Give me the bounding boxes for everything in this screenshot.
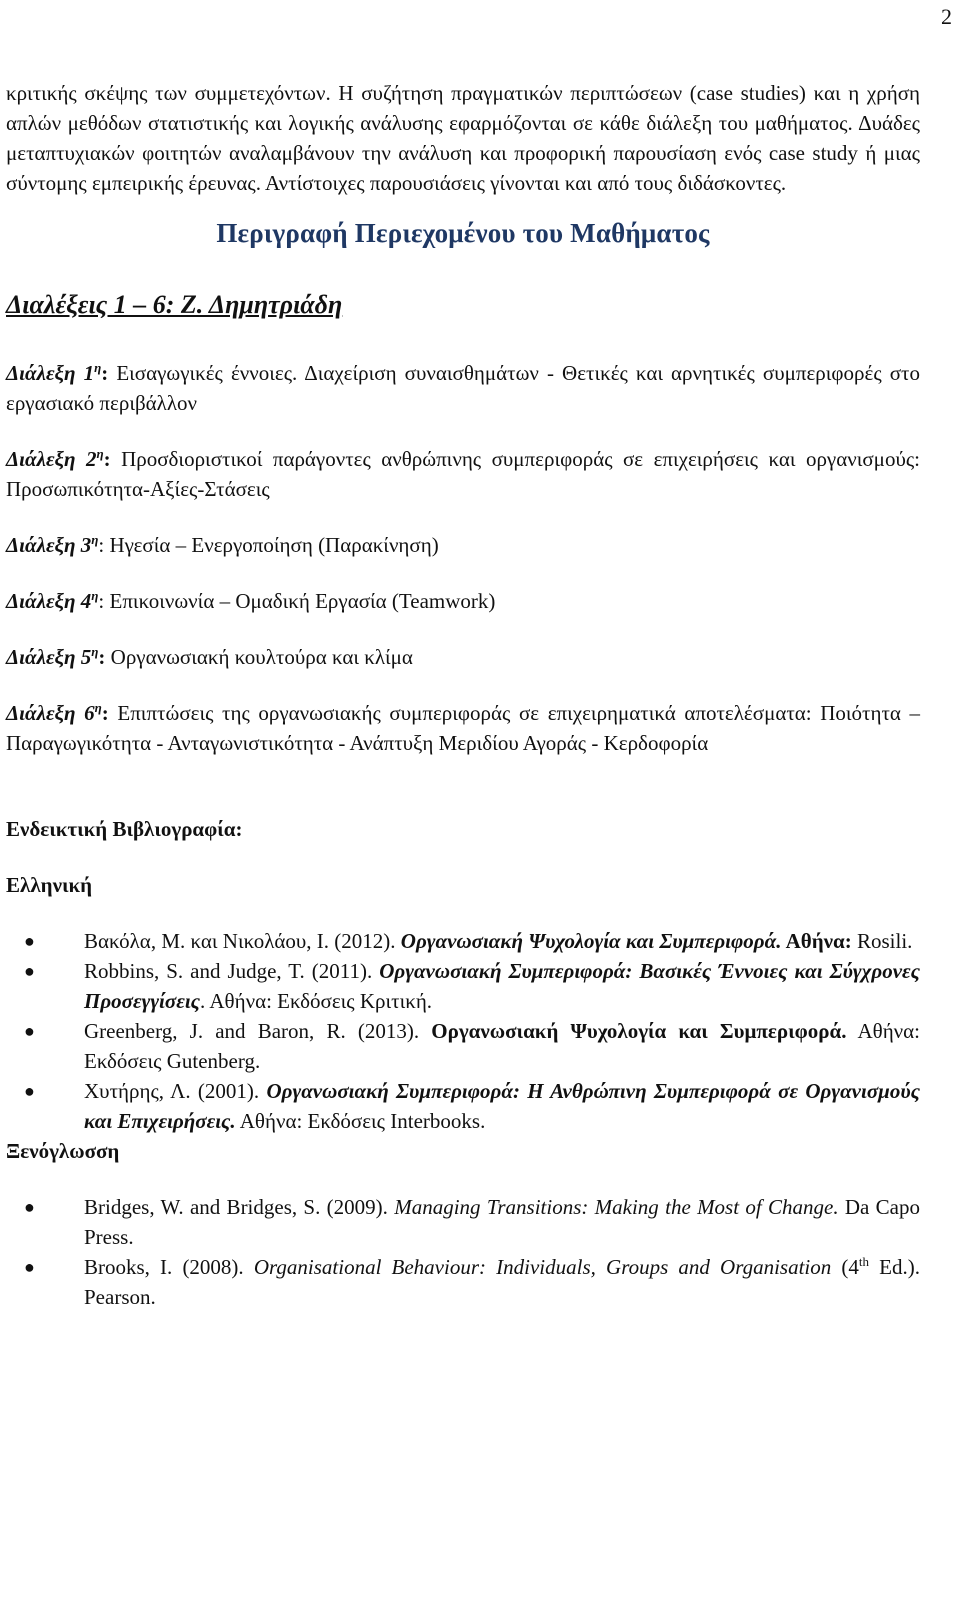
lecture-label: Διάλεξη 2 <box>6 447 97 471</box>
reference-title: Οργανωσιακή Συμπεριφορά: Βασικές Έννοιες και Σύγχρονες Προσεγγίσεις <box>84 959 920 1013</box>
lecture-ordinal: η <box>91 644 99 659</box>
lecture-separator: : <box>101 361 117 385</box>
reference-authors: Βακόλα, Μ. και Νικολάου, Ι. (2012). <box>84 929 401 953</box>
bullet-icon: ● <box>24 1197 35 1217</box>
lecture-separator: : <box>98 589 110 613</box>
reference-publisher: Αθήνα: Εκδόσεις Gutenberg. <box>84 1019 921 1073</box>
lecture-label: Διάλεξη 3 <box>6 533 92 557</box>
intro-paragraph: κριτικής σκέψης των συμμετεχόντων. Η συζήτηση πραγματικών περιπτώσεων (case studies) και η χρήση απλών μεθόδων στατιστικής και λογικής ανάλυσης εφαρμόζονται σε κάθε διάλεξη του μαθήματος. Δυάδες μεταπτυχιακών φοιτητών αναλαμβάνουν την ανάλυση και προφορική παρουσίαση ενός case study ή μιας σύντομης εμπειρικής έρευνας. Αντίστοιχες παρουσιάσεις γίνονται και από τους διδάσκοντες. <box>6 81 920 195</box>
bullet-icon: ● <box>24 961 35 981</box>
reference-title: Organisational Behaviour: Individuals, Groups and Organisation <box>253 1255 832 1279</box>
reference-authors: Χυτήρης, Λ. (2001). <box>84 1079 267 1103</box>
reference-publisher: Rosili. <box>851 929 913 953</box>
lecture-5 <box>6 642 920 672</box>
reference-title: Managing Transitions: Making the Most of Change. <box>394 1195 839 1219</box>
reference-publisher: Ed.). Pearson. <box>84 1255 921 1309</box>
lecture-text: Επιπτώσεις της οργανωσιακής συμπεριφοράς σε επιχειρηματικά αποτελέσματα: Ποιότητα – Παραγωγικότητα - Ανταγωνιστικότητα - Ανάπτυξη Μεριδίου Αγοράς - Κερδοφορία <box>6 701 920 755</box>
reference-publisher: . Αθήνα: Εκδόσεις Κριτική. <box>200 989 433 1013</box>
lecture-separator: : <box>101 701 118 725</box>
bullet-icon: ● <box>24 931 35 951</box>
lecture-ordinal: η <box>94 360 102 375</box>
lecture-ordinal: η <box>91 532 99 547</box>
page-number: 2 <box>941 4 952 29</box>
lecture-label: Διάλεξη 5 <box>6 645 92 669</box>
lecture-list <box>6 358 920 758</box>
foreign-reference-list <box>6 1192 920 1312</box>
reference-title: Οργανωσιακή Συμπεριφορά: Η Ανθρώπινη Συμπεριφορά σε Οργανισμούς και Επιχειρήσεις. <box>84 1079 920 1133</box>
bullet-icon: ● <box>24 1021 35 1041</box>
lecture-ordinal: η <box>91 588 99 603</box>
reference-title: Οργανωσιακή Ψυχολογία και Συμπεριφορά. <box>400 929 782 953</box>
bullet-icon: ● <box>24 1257 35 1277</box>
lecture-ordinal: η <box>94 700 102 715</box>
lecture-ordinal: η <box>96 446 104 461</box>
reference-title: Οργανωσιακή Ψυχολογία και Συμπεριφορά. <box>431 1019 847 1043</box>
reference-authors: Bridges, W. and Bridges, S. (2009). <box>84 1195 395 1219</box>
lecture-text: Επικοινωνία – Ομαδική Εργασία (Teamwork) <box>109 589 496 613</box>
reference-edition-sup: th <box>858 1254 870 1269</box>
reference-item <box>24 1192 920 1252</box>
lecture-text: Ηγεσία – Ενεργοποίηση (Παρακίνηση) <box>109 533 439 557</box>
lecture-4 <box>6 586 920 616</box>
section-title: Περιγραφή Περιεχομένου του Μαθήματος <box>216 218 710 248</box>
lecture-text: Εισαγωγικές έννοιες. Διαχείριση συναισθημάτων - Θετικές και αρνητικές συμπεριφορές στο εργασιακό περιβάλλον <box>6 361 920 415</box>
greek-reference-list <box>6 926 920 1136</box>
reference-authors: Robbins, S. and Judge, T. (2011). <box>84 959 380 983</box>
lecture-label: Διάλεξη 4 <box>6 589 92 613</box>
lecture-separator: : <box>98 645 111 669</box>
reference-authors: Greenberg, J. and Baron, R. (2013). <box>84 1019 432 1043</box>
document-body <box>6 78 920 1312</box>
lecture-6 <box>6 698 920 758</box>
lecture-label: Διάλεξη 1 <box>6 361 95 385</box>
lecture-text: Οργανωσιακή κουλτούρα και κλίμα <box>110 645 413 669</box>
reference-item <box>24 1016 921 1076</box>
lecture-1 <box>6 358 920 418</box>
reference-item <box>24 926 920 956</box>
lecture-3 <box>6 530 920 560</box>
foreign-heading: Ξενόγλωσση <box>6 1139 120 1163</box>
lecture-separator: : <box>98 533 110 557</box>
reference-item <box>24 1076 920 1136</box>
bibliography-heading: Ενδεικτική Βιβλιογραφία: <box>6 817 243 841</box>
greek-heading: Ελληνική <box>6 873 93 897</box>
reference-publisher: Da Capo Press. <box>84 1195 920 1249</box>
lecture-text: Προσδιοριστικοί παράγοντες ανθρώπινης συμπεριφοράς σε επιχειρήσεις και οργανισμούς: Προσωπικότητα-Αξίες-Στάσεις <box>6 447 920 501</box>
reference-item <box>24 956 920 1016</box>
lecture-separator: : <box>103 447 122 471</box>
reference-authors: Brooks, I. (2008). <box>84 1255 254 1279</box>
lecture-2 <box>6 444 920 504</box>
reference-place: Αθήνα: <box>781 929 852 953</box>
reference-edition: (4 <box>831 1255 859 1279</box>
reference-item <box>24 1252 921 1312</box>
bullet-icon: ● <box>24 1081 35 1101</box>
lectures-heading: Διαλέξεις 1 – 6: Ζ. Δημητριάδη <box>6 290 343 319</box>
reference-publisher: Αθήνα: Εκδόσεις Interbooks. <box>235 1109 486 1133</box>
lecture-label: Διάλεξη 6 <box>6 701 95 725</box>
